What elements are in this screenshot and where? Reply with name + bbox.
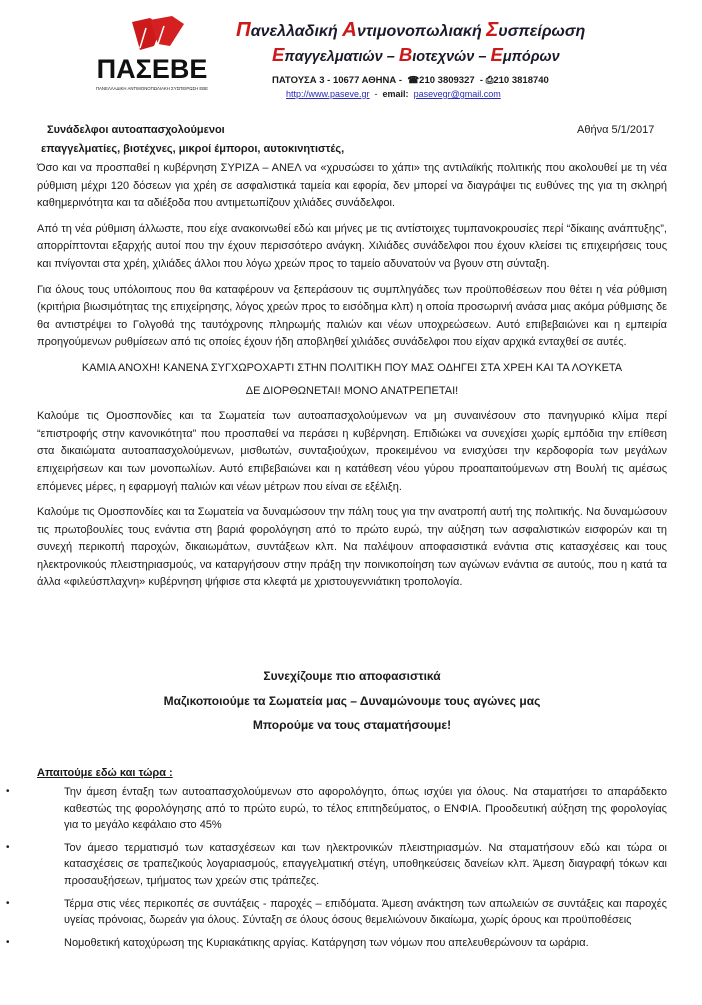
bullet-icon: •	[6, 786, 10, 797]
list-item: • Νομοθετική κατοχύρωση της Κυριακάτικης αργίας. Κατάργηση των νόμων που απελευθερώνουν τα ωράρια.	[37, 935, 667, 952]
list-item: • Τον άμεσο τερματισμό των κατασχέσεων και των ηλεκτρονικών πλειστηριασμών. Να σταματήσουν εδώ και τώρα οι κατασχέσεις σε τραπεζικούς λογαριασμούς, επαγγελματική στέγη, υποθηκεύσεις δανείων κλπ. Άμεση διαγραφή τόκων και προσαυξήσεων, τμήματος των χρεών στις τράπεζες.	[6, 841, 667, 887]
phone-icon: ☎	[407, 75, 420, 86]
web-line: http://www.paseve.gr - email: pasevegr@gmail.com	[286, 89, 501, 99]
organization-subtitle: Επαγγελματιών – Βιοτεχνών – Εμπόρων	[272, 44, 560, 65]
demands-list	[6, 784, 667, 957]
list-item: • Τέρμα στις νέες περικοπές σε συντάξεις - παροχές – επιδόματα. Άμεση ανάκτηση των απωλειών σε συντάξεις και παροχές υγείας πρόνοιας, δωρεάν για όλους. Σύνταξη σε όλους όσους θεμελιώνουν δικαίωμα, χωρίς όρους και προϋποθέσεις	[6, 897, 667, 927]
fax-icon: ⎙	[485, 75, 494, 86]
organization-name	[236, 18, 676, 42]
slogan-line: Μπορούμε να τους σταματήσουμε!	[252, 718, 452, 732]
logo-subtitle: ΠΑΝΕΛΛΑΔΙΚΗ ΑΝΤΙΜΟΝΟΠΩΛΙΑΚΗ ΣΥΣΠΕΙΡΩΣΗ ΕΒΕ	[95, 86, 209, 91]
org-name-word: Αντιμονοπωλιακή	[342, 18, 482, 41]
paragraph: Καλούμε τις Ομοσπονδίες και τα Σωματεία να δυναμώσουν την πάλη τους για την ανατροπή αυτή της πολιτικής. Να δυναμώσουν τις πρωτοβουλίες τους ενάντια στη βαριά φορολόγηση από το πρώτο ευρώ, την αύξηση των ασφαλιστικών εισφορών και τη συνεχή περικοπή παροχών, δικαιωμάτων, συντάξεων κλπ. Να παλέψουν αποφασιστικά ενάντια στις κατασχέσεις και τους ηλεκτρονικούς πλειστηριασμούς, να καταργήσουν στην πράξη την ποινικοποίηση των αγώνων ενάντια σε αυτούς, που η κατά τα άλλα «φιλεύσπλαχνη» κυβέρνηση ψήφισε στα κλεφτά με χριστουγεννιάτικη τροπολογία.	[37, 506, 667, 589]
paseve-logo	[88, 16, 216, 96]
org-sub-word: Βιοτεχνών	[398, 44, 475, 65]
email-label: email:	[382, 89, 409, 99]
paragraph: Όσο και να προσπαθεί η κυβέρνηση ΣΥΡΙΖΑ – ΑΝΕΛ να «χρυσώσει το χάπι» της αντιλαϊκής πολιτικής που ακολουθεί με τη νέα ρύθμιση μέχρι 120 δόσεων για χρέη σε ασφαλιστικά ταμεία και εφορία, δεν μπορεί να διαγράψει τις ευθύνες της για τη σκληρή καθημερινότητα και τα αδιέξοδα που αντιμετωπίζουν χιλιάδες συνάδελφοι.	[37, 162, 667, 210]
logo-text: ΠΑΣΕΒΕ	[96, 54, 208, 84]
centered-slogan: ΚΑΜΙΑ ΑΝΟΧΗ! ΚΑΝΕΝΑ ΣΥΓΧΩΡΟΧΑΡΤΙ ΣΤΗΝ ΠΟΛΙΤΙΚΗ ΠΟΥ ΜΑΣ ΟΔΗΓΕΙ ΣΤΑ ΧΡΕΗ ΚΑΙ ΤΑ ΛΟΥΚΕΤΑ	[81, 361, 623, 374]
org-sub-word: Εμπόρων	[490, 44, 560, 65]
bullet-icon: •	[6, 936, 10, 948]
website-link[interactable]: http://www.paseve.gr	[286, 89, 370, 99]
paragraph: Από τη νέα ρύθμιση άλλωστε, που είχε ανακοινωθεί εδώ και μήνες με τις αντίστοιχες τυμπανοκρουσίες περί “δίκαιης ανάπτυξης”, απορρίπτονται εξαρχής αυτοί που την έχουν περισσότερο ανάγκη. Χιλιάδες συνάδελφοι που έχουν κλείσει τις επιχειρήσεις τους και πνίγονται στα χρέη, χιλιάδες άλλοι που λόγω χρεών προς το ταμείο αδυνατούν να βγουν στη σύνταξη.	[37, 222, 667, 270]
phone-number: 210 3809327	[419, 75, 475, 86]
email-link[interactable]: pasevegr@gmail.com	[413, 89, 501, 99]
contact-line: ΠΑΤΟΥΣΑ 3 - 10677 ΑΘΗΝΑ - ☎210 3809327 - ⎙210 3818740	[272, 75, 549, 86]
fax-number: 210 3818740	[493, 75, 549, 86]
demands-heading: Απαιτούμε εδώ και τώρα :	[37, 767, 173, 779]
address: ΠΑΤΟΥΣΑ 3 - 10677 ΑΘΗΝΑ -	[272, 75, 403, 86]
letter-body	[37, 160, 667, 600]
slogan-line: Μαζικοποιούμε τα Σωματεία μας – Δυναμώνουμε τους αγώνες μας	[163, 693, 541, 708]
org-name-word: Συσπείρωση	[486, 18, 586, 41]
closing-slogans	[37, 664, 667, 738]
bullet-icon: •	[6, 897, 10, 909]
paragraph: Καλούμε τις Ομοσπονδίες και τα Σωματεία των αυτοαπασχολούμενων να μη συναινέσουν στο πανηγυρικό κλίμα περί “επιστροφής στην κανονικότητα” που προσπαθεί να περάσει η κυβέρνηση. Επιδιώκει να συνεχίσει χωρίς εμπόδια την επίθεση στα δικαιώματα αυτοαπασχολούμενων, μισθωτών, συνταξιούχων, προκειμένου να ενισχύσει την κερδοφορία των μεγάλων επιχειρήσεων και των μονοπωλίων. Αυτό επιβεβαιώνει και η κατάθεση νέου γύρου προαπαιτούμενων στη Βουλή τις αμέσως επόμενες μέρες, η εφαρμογή παλιών και νέων μέτρων που είναι σε εξέλιξη.	[37, 410, 667, 493]
slogan-line: Συνεχίζουμε πιο αποφασιστικά	[263, 669, 441, 683]
org-sub-word: Επαγγελματιών	[272, 44, 383, 65]
paragraph: Για όλους τους υπόλοιπους που θα καταφέρουν να ξεπεράσουν τις συμπληγάδες των προϋποθέσεων που θέτει η νέα ρύθμιση (κριτήρια βιωσιμότητας της επιχείρησης, λόγος χρεών προς το εισόδημα κλπ) η οποία προσωρινή ανάσα μιας ακόμα ρύθμισης δε θα αντιστρέψει το Γολγοθά της ταυτόχρονης πληρωμής παλιών και νέων υποχρεώσεων. Αυτό επιβεβαιώνει και η εμπειρία προηγούμενων ρυθμίσεων από τις οποίες έχουν ήδη αποβληθεί χιλιάδες συνάδελφοι που είχαν αρχικά ενταχθεί σε αυτές.	[37, 283, 667, 349]
centered-slogan: ΔΕ ΔΙΟΡΘΩΝΕΤΑΙ! ΜΟΝΟ ΑΝΑΤΡΕΠΕΤΑΙ!	[245, 384, 459, 397]
greeting-line-1: Συνάδελφοι αυτοαπασχολούμενοι	[47, 124, 225, 136]
org-name-word: Πανελλαδική	[236, 18, 338, 41]
list-item: • Την άμεση ένταξη των αυτοαπασχολούμενων στο αφορολόγητο, όπως ισχύει για όλους. Να σταματήσει το απαράδεκτο καθεστώς της φορολόγησης από το πρώτο ευρώ, το τέλος επιτηδεύματος, ο ΕΝΦΙΑ. Προοδευτική αύξηση της φορολογίας για το μεγάλο κεφάλαιο στο 45%	[6, 786, 667, 832]
bullet-icon: •	[6, 841, 10, 853]
letter-date: Αθήνα 5/1/2017	[577, 124, 655, 136]
greeting-line-2: επαγγελματίες, βιοτέχνες, μικροί έμποροι, αυτοκινητιστές,	[41, 143, 345, 155]
